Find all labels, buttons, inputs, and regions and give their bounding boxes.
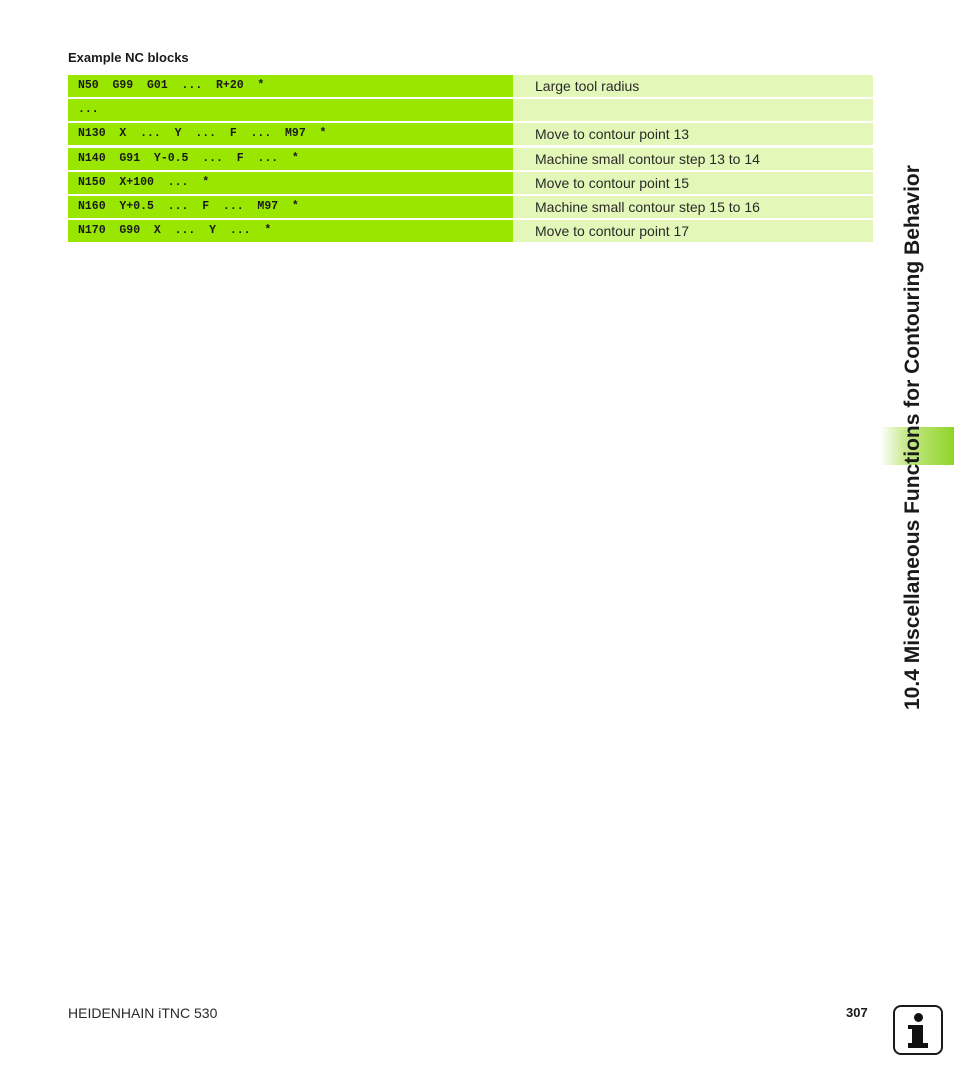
nc-code-cell: ...: [68, 99, 513, 121]
nc-code-cell: N130 X ... Y ... F ... M97 *: [68, 123, 513, 145]
nc-code-cell: N170 G90 X ... Y ... *: [68, 220, 513, 242]
table-row: [68, 196, 873, 218]
nc-code-cell: N50 G99 G01 ... R+20 *: [68, 75, 513, 97]
chapter-side-title: 10.4 Miscellaneous Functions for Contouring Behavior: [901, 165, 924, 710]
nc-code-cell: N140 G91 Y-0.5 ... F ... *: [68, 148, 513, 170]
nc-description-cell: [513, 99, 873, 121]
nc-description-cell: Large tool radius: [513, 75, 873, 97]
nc-code-cell: N150 X+100 ... *: [68, 172, 513, 194]
nc-blocks-table: [68, 75, 873, 244]
footer-product-name: HEIDENHAIN iTNC 530: [68, 1005, 218, 1021]
table-row: [68, 123, 873, 145]
nc-description-cell: Move to contour point 17: [513, 220, 873, 242]
nc-description-cell: Machine small contour step 13 to 14: [513, 148, 873, 170]
table-row: [68, 220, 873, 242]
nc-description-cell: Move to contour point 15: [513, 172, 873, 194]
nc-description-cell: Machine small contour step 15 to 16: [513, 196, 873, 218]
page-number: 307: [846, 1005, 868, 1020]
table-row: [68, 172, 873, 194]
table-row: [68, 148, 873, 170]
info-icon: [893, 1005, 943, 1055]
nc-code-cell: N160 Y+0.5 ... F ... M97 *: [68, 196, 513, 218]
table-row: [68, 75, 873, 97]
nc-description-cell: Move to contour point 13: [513, 123, 873, 145]
section-heading: Example NC blocks: [68, 50, 189, 65]
table-row: [68, 99, 873, 121]
